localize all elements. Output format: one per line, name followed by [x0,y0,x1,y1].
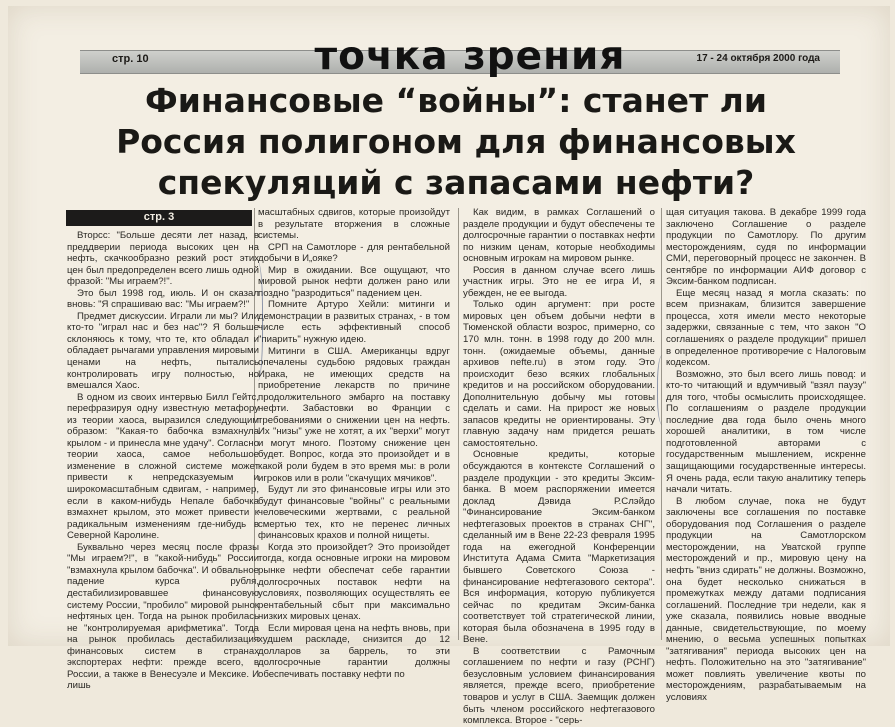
paragraph: Это был 1998 год, июль. И он сказал вновь: "Я спрашиваю вас: "Мы играем?!" [67,287,259,311]
article-column-3 [463,207,655,727]
paragraph: Если мировая цена на нефть вновь, при худшем раскладе, снизится до 12 долларов за баррель, то эти долгосрочные гарантии должны обеспечивать поставку нефти по [258,622,450,680]
pen-mark [657,355,670,425]
page-header [80,34,840,79]
issue-date: 17 - 24 октября 2000 года [696,53,820,64]
section-rubric: точка зрения [314,34,626,79]
paragraph: масштабных сдвигов, которые произойдут в результате вторжения в сложные системы. [258,207,450,242]
article-column-2 [258,207,450,680]
article-column-1 [67,230,259,692]
paragraph: Митинги в США. Американцы вдруг опечалены судьбою рядовых граждан Ирака, не имеющих средств на приобретение лекарств по причине продолжительного эмбарго на поставку нефти. Забастовки во Франции с требованиями о снижении цен на нефть. Их "низы" уже не хотят, а их "верхи" могут и могут много. Поэтому снижение цен будет. Вопрос, когда это произойдет и в какой роли будем в это время мы: в роли игроков или в роли "скачущих мячиков". [258,345,450,484]
headline-line: Россия полигоном для финансовых [116,122,796,161]
paragraph: Только один аргумент: при росте мировых цен объем добычи нефти в Тюменской области возрос, примерно, со 170 млн. тонн. в 1998 году до 200 млн. тонн. (ожидаемые объемы, данные архивов nefte.ru) в этом году. Это происходит безо всяких глобальных кредитов и на российском оборудовании. Дополнительную добычу мы готовы сделать и сами. На прирост же новых запасов кредиты не ориентированы. Эту главную задачу нам придется решать самостоятельно. [463,299,655,449]
paragraph: щая ситуация такова. В декабре 1999 года заключено Соглашение о разделе продукции по Самотлору. По другим месторождениям, судя по информации СМИ, переговорный процесс не закончен. В сентябре по информации АИФ договор с Эксим-банком подписан. [666,207,866,288]
paragraph: В одном из своих интервью Билл Гейтс, перефразируя одну известную метафору из теории хаоса, выразился следующим образом: "Какая-то бабочка взмахнула крылом - и принесла мне удачу". Согласно теории хаоса, самое небольшое изменение в сложной системе может привести к непредсказуемым и широкомасштабным сдвигам, - например, если в каком-нибудь Непале бабочка взмахнет крылом, это может привести к радикальным изменениям где-нибудь в Северной Каролине. [67,391,259,542]
paragraph: В соответствии с Рамочным соглашением по нефти и газу (РСНГ) безусловным условием финансирования является, прежде всего, приобретение товаров и услуг в США. Заемщик должен быть членом российского нефтегазового комплекса. Второе - "серь- [463,645,655,727]
pen-mark [250,261,263,381]
article-column-4 [666,207,866,703]
paragraph: Еще месяц назад я могла сказать: по всем признакам, близится завершение процесса, хотя имели место некоторые задержки, связанные с тем, что закон "О соглашениях о разделе продукции" пришел в определенное противоречие с Налоговым кодексом. [666,287,866,369]
column-tag [66,210,252,226]
headline-line: спекуляций с запасами нефти? [157,163,755,202]
paragraph: Мир в ожидании. Все ощущают, что мировой рынок нефти должен рано или поздно "разродиться" падением цен. [258,264,450,299]
paragraph: Вторсс: "Больше десяти лет назад, в преддверии периода высоких цен на нефть, скачкообразно резкий рост этих цен был предопределен всего лишь одной фразой: "Мы играем?!". [67,230,259,288]
paragraph: СРП на Самотлоре - для рентабельной добычи в И„ояке? [258,241,450,265]
paragraph: Будут ли это финансовые игры или это будут финансовые "войны" с реальными человеческими жертвами, с реальной смертью тех, кто не перенес личных финансовых крахов и полной нищеты. [258,484,450,542]
headline-line: Финансовые “войны”: станет ли [145,81,767,120]
article-headline [82,80,830,203]
paragraph: Россия в данном случае всего лишь участник игры. Это не ее игра И, я убежден, не ее выгода. [463,264,655,299]
paragraph: В любом случае, пока не будут заключены все соглашения по поставке оборудования под Соглашения о разделе продукции на Самотлорском месторождении, на Уватской группе месторождений и пр., мировую цену на нефть "вниз сдирать" не должны. Возможно, она будет несколько снижаться в промежутках между датами подписания соглашений. Последние три недели, как я уже сказала, появились новые вводные данные, свидетельствующие, по моему мнению, о весьма успешных попытках "затягивания" периода высоких цен на нефть. Положительно на это "затягивание" может повлиять увеличение квоты по месторождениям, разрабатываемым на условиях [666,495,866,703]
paragraph: Помните Артуро Хейли: митинги и демонстрации в развитых странах, - в том числе есть эффективный способ "пиарить" нужную идею. [258,299,450,346]
paragraph: Основные кредиты, которые обсуждаются в контексте Соглашений о разделе продукции - это кредиты Эксим-банка. В моем распоряжении имеется доклад Дэвида Р.Слэйдо "Финансирование Эксим-банком нефтегазовых проектов в странах СНГ", сделанный им в Вене 22-23 февраля 1995 года на ежегодной Конференции Института Адама Смита "Маркетизация бывшего Советского Союза - финансирование нефтегазового сектора". Вся информация, которую публикуется сейчас по кредитам Эксим-банка соответствует той стратегической линии, которая была обозначена в 1995 году в Вене. [463,449,655,646]
paragraph: Когда это произойдет? Это произойдет тогда, когда основные игроки на мировом рынке нефти обеспечат себе гарантии долгосрочных поставок нефти на условиях, позволяющих осуществлять ее рентабельный сбыт при максимально низких мировых ценах. [258,541,450,623]
paragraph: Буквально через месяц после фразы "Мы играем?!", в "какой-нибудь" России "взмахнула крылом бабочка". И обвальное падение курса рубля, дестабилизировавшее финансовую систему России, "пробило" мировой рынок нефтяных цен. Тогда на рынок пробилась не "контролируемая арифметика". Тогда на рынок пробилась дестабилизация финансовых систем в странах экспортерах нефти: прежде всего, в России, а также в Венесуэле и Мексике. И лишь [67,541,259,692]
column-divider [458,208,459,640]
paragraph: Предмет дискуссии. Играли ли мы? Или кто-то "играл нас и без нас"? Я больше склоняюсь к тому, что те, кто обладал и обладает рычагами управления мировыми ценами на нефть, пытались контролировать игру полностью, но вмешался Хаос. [67,310,259,392]
paragraph: Возможно, это был всего лишь повод: и кто-то читающий и вдумчивый "взял паузу" для того, чтобы осмыслить происходящее. По соглашениям о разделе продукции последние два года было очень много хорошей аналитики, в том числе подготовленной авторами с государственным мышлением, искренне защищающими государственные интересы. Я очень рада, если такую аналитику теперь начали читать. [666,368,866,496]
page-number: стр. 10 [112,53,149,65]
column-tag-label: стр. 3 [143,211,175,223]
paragraph: Как видим, в рамках Соглашений о разделе продукции и будут обеспечены те долгосрочные гарантии о поставках нефти по низким ценам, которые необходимы основным игрокам на мировом рынке. [463,207,655,265]
